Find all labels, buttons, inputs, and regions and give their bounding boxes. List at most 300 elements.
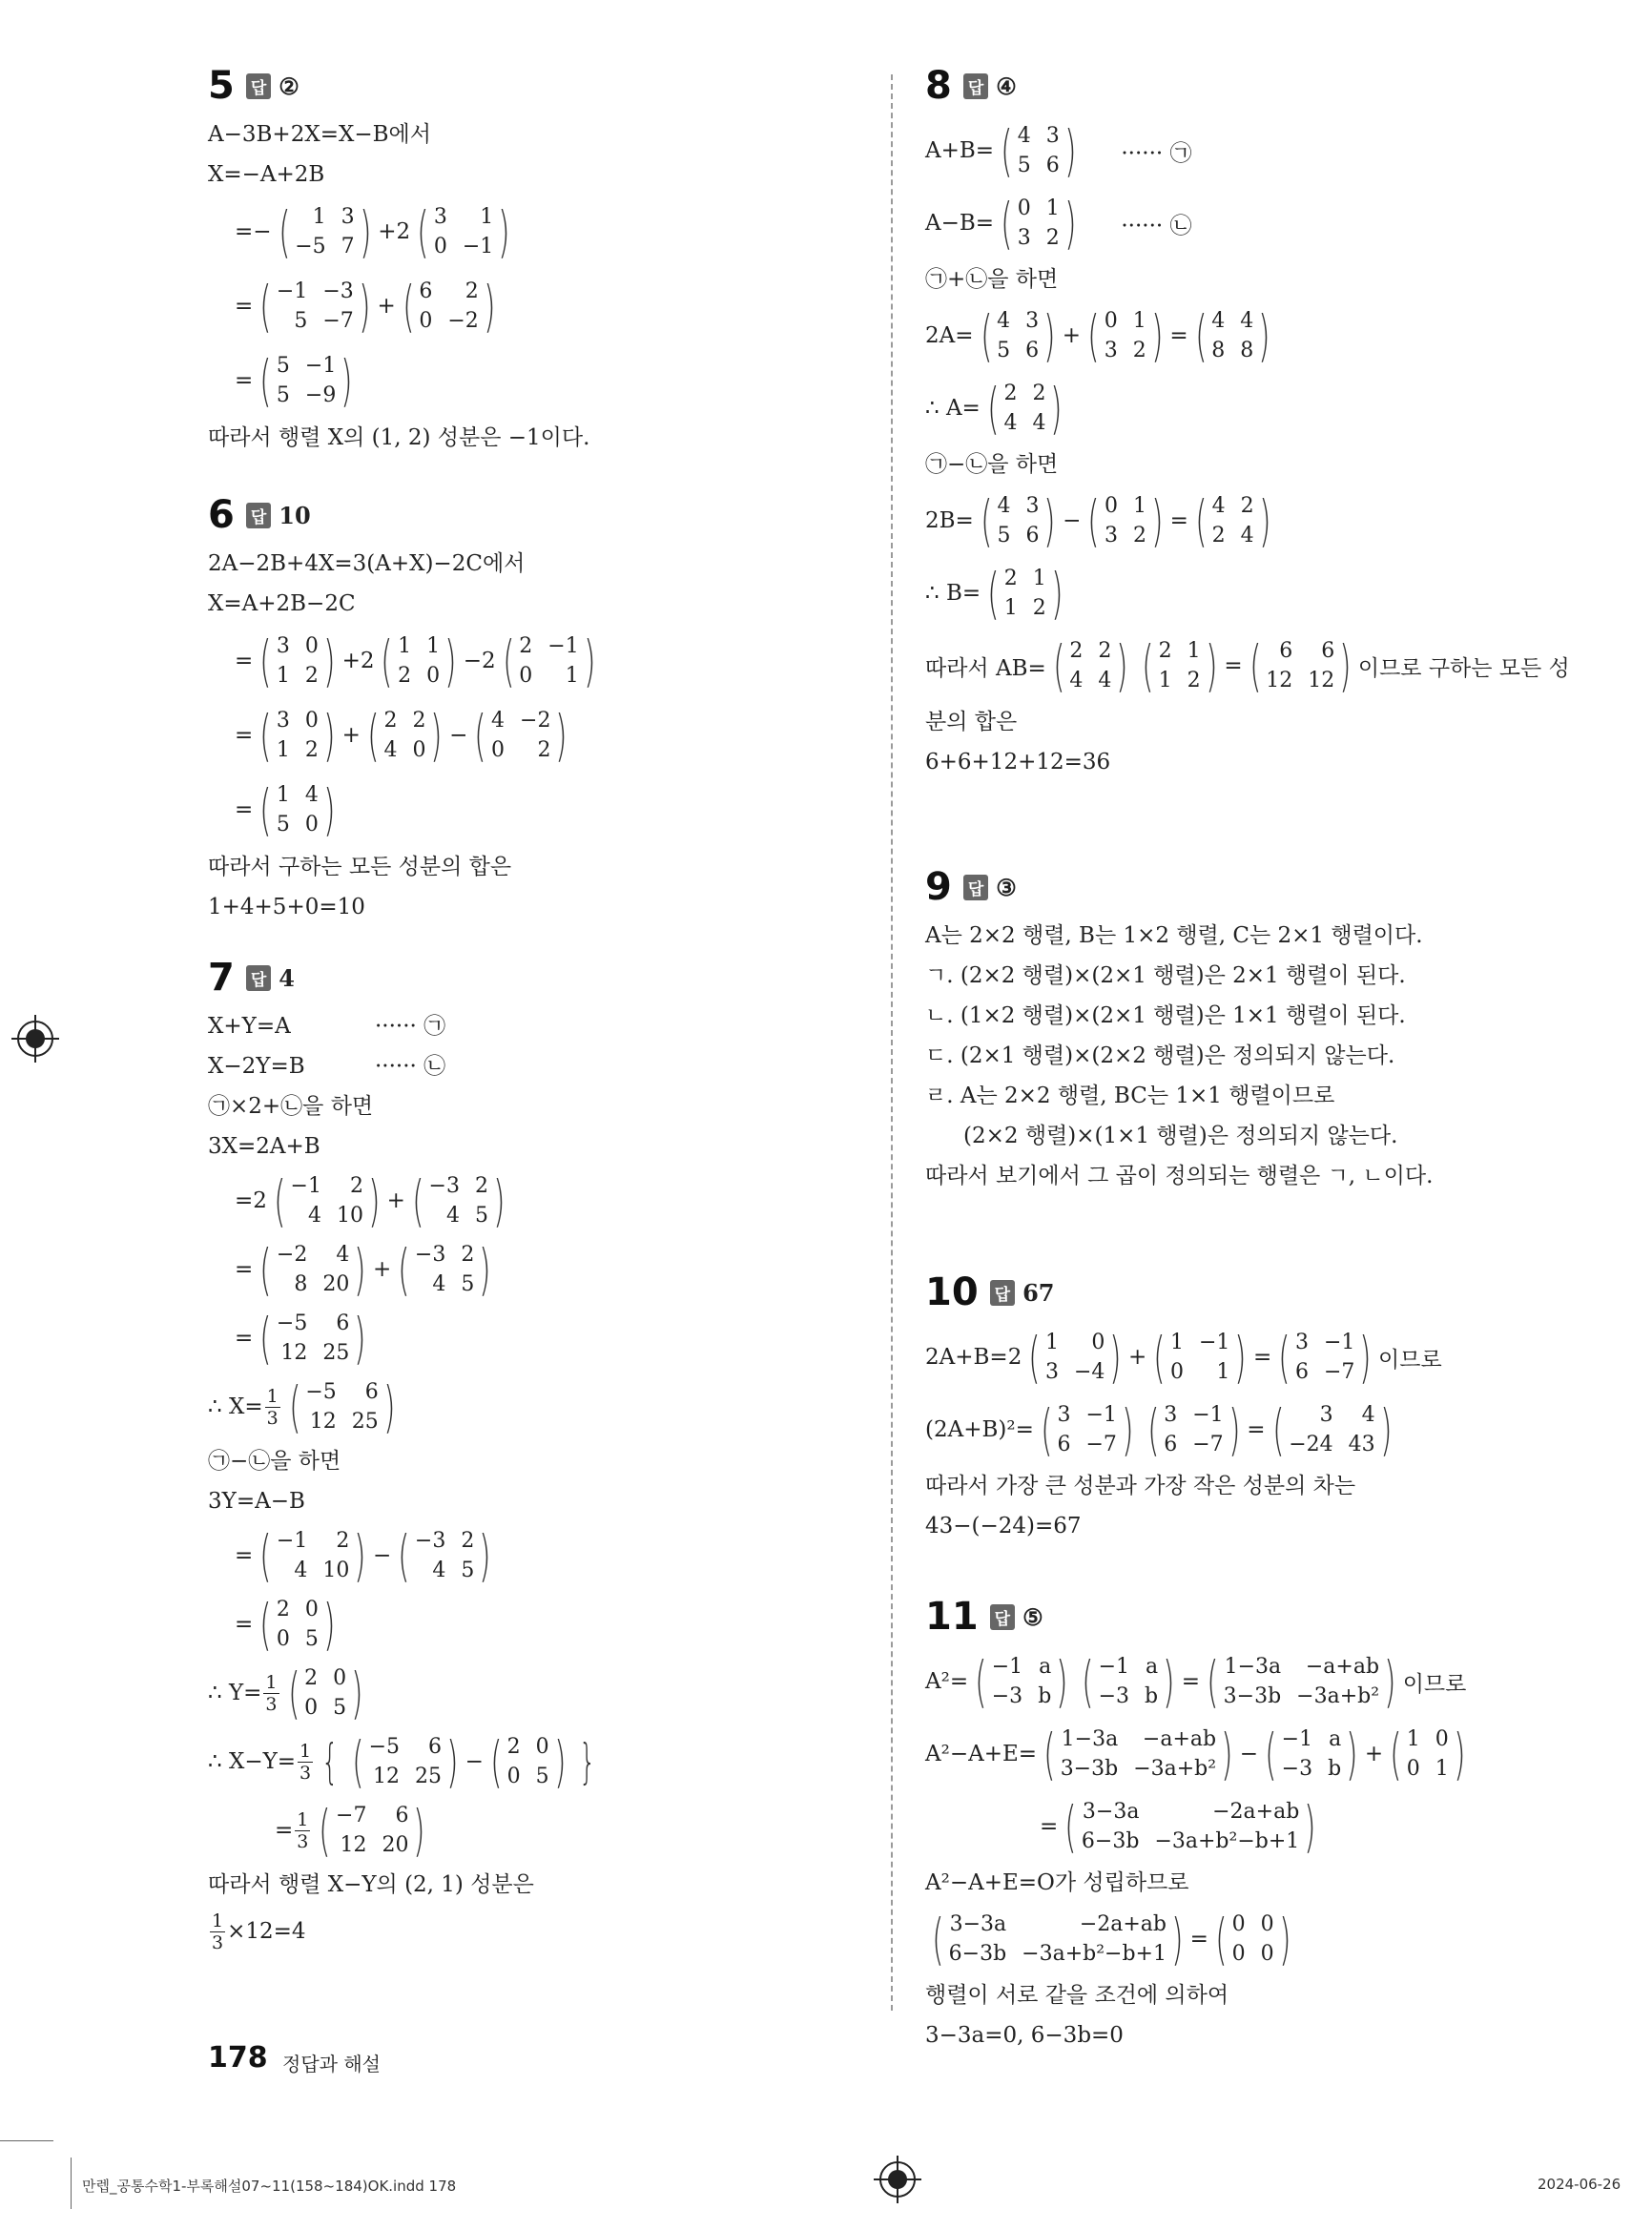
operator: + [377, 294, 396, 319]
matrix-entry: 43 [1348, 1433, 1375, 1456]
left-paren: ( [381, 629, 394, 693]
matrix-entry: −4 [1073, 1360, 1105, 1384]
matrix-cells [1069, 639, 1111, 692]
matrix-entry: 1−3a [1224, 1655, 1282, 1679]
matrix-entry: 1 [1169, 1331, 1184, 1354]
matrix-line [925, 1718, 1472, 1790]
operator: A²−A+E= [925, 1742, 1038, 1766]
text: 이므로 [1402, 1671, 1467, 1697]
problem-8 [925, 57, 1570, 782]
matrix-cells [949, 1912, 1167, 1966]
matrix-entry: −1 [462, 235, 494, 258]
right-paren: ) [555, 703, 568, 768]
equation: X+Y=A [208, 1014, 291, 1039]
operator: ∴ X= [208, 1394, 263, 1419]
matrix-entry: −24 [1289, 1433, 1333, 1456]
matrix [1190, 303, 1275, 368]
operator: + [1062, 323, 1082, 348]
problem-number: 5 [208, 64, 235, 108]
matrix-entry: −2 [276, 1243, 308, 1267]
problem-number: 11 [925, 1595, 979, 1639]
text-line: 3−3a=0, 6−3b=0 [925, 2023, 1124, 2048]
matrix-entry: 0 [426, 664, 441, 688]
numerator: 1 [266, 1385, 279, 1407]
matrix [1268, 1397, 1397, 1462]
operator: 2A+B=2 [925, 1345, 1022, 1370]
left-paren: ( [259, 629, 272, 693]
right-paren: ) [1122, 1397, 1134, 1462]
matrix-entry: 3 [1105, 524, 1119, 547]
matrix [269, 1168, 385, 1233]
matrix-line [208, 1659, 603, 1727]
matrix [996, 118, 1081, 183]
matrix-entry: 12 [309, 1410, 337, 1434]
right-paren: ) [1150, 303, 1164, 368]
matrix-entry: 12 [1266, 669, 1293, 692]
matrix-line [208, 195, 589, 269]
matrix-entry: −2a+ab [1212, 1800, 1300, 1824]
operator: 따라서 AB= [925, 655, 1046, 681]
matrix-entry: 0 [304, 709, 319, 733]
matrix-line [208, 1796, 603, 1865]
matrix-cells [1004, 567, 1046, 620]
text-line: 행렬이 서로 같을 조건에 의하여 [925, 1983, 1229, 2008]
matrix [362, 703, 447, 768]
matrix-entry: −3 [1281, 1757, 1313, 1781]
right-paren: ) [498, 199, 510, 264]
matrix-entry: 6 [1057, 1433, 1071, 1456]
matrix-entry: b [1038, 1684, 1052, 1708]
matrix-entry: 25 [351, 1410, 379, 1434]
left-paren: ( [259, 703, 272, 768]
matrix-entry: 4 [1032, 411, 1046, 435]
left-paren: ( [402, 274, 415, 339]
operator: = [1247, 1417, 1266, 1442]
matrix-entry: 3−3b [1060, 1757, 1119, 1781]
conclusion: 따라서 행렬 X−Y의 (2, 1) 성분은 [208, 1872, 534, 1897]
matrix [1148, 1325, 1251, 1390]
matrix-entry: 1 [1406, 1727, 1420, 1751]
matrix-entry: −1 [276, 1529, 308, 1553]
matrix-entry: −a+ab [1305, 1655, 1380, 1679]
matrix-entry: 1 [276, 738, 290, 762]
problem-7 [208, 949, 603, 1958]
matrix-cells [419, 279, 478, 333]
left-paren: ( [987, 561, 1000, 626]
matrix-entry: 1 [1216, 1360, 1230, 1384]
left-paren: ( [1146, 1397, 1160, 1462]
matrix [255, 1592, 340, 1657]
matrix-entry: −5 [368, 1735, 401, 1759]
operator: = [1181, 1669, 1201, 1694]
left-paren: ( [932, 1907, 944, 1972]
matrix-entry: 0 [419, 309, 433, 333]
registration-mark-icon [17, 1021, 53, 1057]
matrix-entry: 6 [336, 1311, 350, 1335]
matrix [314, 1798, 430, 1863]
matrix-entry: 8 [1211, 339, 1226, 362]
matrix-cells [277, 354, 336, 407]
matrix-entry: 4 [1003, 411, 1018, 435]
matrix-cells [1407, 1727, 1449, 1781]
matrix-entry: −5 [305, 1380, 337, 1404]
matrix-entry: −1 [1281, 1727, 1313, 1751]
matrix-entry: a [1329, 1727, 1342, 1751]
column-divider [891, 74, 893, 2011]
matrix-entry: 2 [461, 1243, 475, 1267]
operator: − [373, 1543, 392, 1568]
matrix-entry: 4 [491, 709, 506, 733]
operator: = [235, 723, 254, 748]
matrix-entry: 1 [276, 783, 290, 807]
right-paren: ) [1258, 303, 1270, 368]
matrix-entry: 2 [1098, 639, 1112, 663]
matrix-entry: b [1145, 1684, 1159, 1708]
matrix-entry: 12 [373, 1765, 401, 1788]
answer-value: ④ [996, 72, 1017, 100]
matrix-entry: −1 [1198, 1331, 1230, 1354]
right-paren: ) [446, 1729, 459, 1794]
matrix-entry: 1 [1132, 309, 1146, 333]
matrix-entry: 3 [276, 709, 290, 733]
matrix [1202, 1649, 1401, 1714]
right-paren: ) [1453, 1722, 1466, 1786]
matrix-entry: −1 [304, 354, 337, 378]
right-paren: ) [323, 777, 336, 842]
right-paren: ) [483, 274, 496, 339]
operator: − [465, 1749, 484, 1774]
matrix-entry: 6 [1025, 524, 1040, 547]
matrix [412, 199, 515, 264]
right-paren: ) [1163, 1649, 1175, 1714]
matrix-entry: 1 [276, 664, 290, 688]
matrix-entry: 2 [304, 1666, 319, 1690]
matrix-entry: 6 [1045, 154, 1060, 177]
matrix-entry: 3 [1057, 1403, 1071, 1427]
right-paren: ) [1109, 1325, 1122, 1390]
right-paren: ) [583, 629, 596, 693]
problem-number: 10 [925, 1270, 979, 1314]
left-paren: ( [1064, 1794, 1077, 1859]
sum-line: 1+4+5+0=10 [208, 895, 365, 919]
right-paren: ) [1043, 303, 1056, 368]
text-line: ㉠−㉡을 하면 [925, 452, 1059, 477]
matrix-entry: 0 [1105, 494, 1119, 518]
print-date: 2024-06-26 [1538, 2176, 1621, 2193]
matrix-entry: 0 [1260, 1942, 1274, 1966]
operator: ∴ B= [925, 581, 981, 606]
answer-badge: 답 [990, 1280, 1015, 1306]
matrix-entry: 5 [474, 1204, 488, 1228]
matrix [376, 629, 461, 693]
matrix-cells [1289, 1403, 1374, 1456]
right-paren: ) [1050, 561, 1063, 626]
matrix-entry: −3a+b²−b+1 [1022, 1942, 1167, 1966]
matrix-entry: 4 [432, 1559, 446, 1582]
left-paren: ( [1052, 633, 1065, 698]
matrix-cells [1099, 1655, 1159, 1708]
right-paren: ) [1304, 1794, 1316, 1859]
right-paren: ) [1384, 1649, 1396, 1714]
right-paren: ) [479, 1523, 491, 1588]
problem-number: 8 [925, 64, 952, 108]
right-paren: ) [553, 1729, 567, 1794]
operator: = [235, 797, 254, 822]
left-paren: ( [352, 1729, 364, 1794]
conclusion: 따라서 보기에서 그 곱이 정의되는 행렬은 ㄱ, ㄴ이다. [925, 1164, 1434, 1188]
matrix [1048, 633, 1133, 698]
operator: A²= [925, 1669, 969, 1694]
left-paren: ( [366, 703, 380, 768]
left-paren: ( [1082, 1649, 1094, 1714]
answer-badge: 답 [246, 965, 271, 991]
right-paren: ) [351, 1661, 363, 1725]
numerator: 1 [299, 1740, 312, 1762]
matrix-entry: 0 [433, 235, 447, 258]
operator: +2 [341, 649, 375, 673]
operator: = [235, 1257, 254, 1282]
right-paren: ) [1278, 1907, 1291, 1972]
left-paren: ( [1001, 118, 1013, 183]
final-line [208, 1905, 603, 1958]
matrix-entry: b [1328, 1757, 1342, 1781]
matrix-entry: 2 [1211, 524, 1226, 547]
matrix-entry: 2 [461, 1529, 475, 1553]
operator: = [1224, 653, 1243, 678]
matrix-entry: −1 [1192, 1403, 1224, 1427]
matrix-entry: 20 [382, 1833, 409, 1857]
matrix [469, 703, 572, 768]
operator: − [1063, 508, 1082, 533]
equation-tag: ······ ㉠ [375, 1014, 446, 1039]
matrix-entry: −7 [322, 309, 354, 333]
right-paren: ) [1151, 488, 1164, 553]
operator: + [386, 1188, 405, 1213]
matrix-entry: 12 [1308, 669, 1335, 692]
left-paren: ( [1194, 303, 1208, 368]
equation-tag: ······ ㉡ [375, 1054, 446, 1079]
matrix-entry: 4 [1017, 124, 1031, 148]
matrix-line [925, 114, 1570, 187]
matrix-entry: 3 [1025, 309, 1040, 333]
answer-badge: 답 [246, 503, 271, 528]
matrix-entry: 0 [304, 813, 319, 836]
matrix-entry: 5 [333, 1696, 347, 1720]
operator: ∴ Y= [208, 1681, 262, 1705]
matrix-entry: 4 [383, 738, 398, 762]
matrix-entry: −a+ab [1142, 1727, 1217, 1751]
matrix-entry: 2 [276, 1598, 290, 1621]
answer-badge: 답 [963, 875, 988, 900]
matrix-entry: 4 [1361, 1403, 1375, 1427]
numerator: 1 [297, 1808, 309, 1830]
matrix [1083, 488, 1167, 553]
matrix-entry: 1 [1003, 596, 1018, 620]
matrix-entry: 6 [1294, 1360, 1309, 1384]
matrix-line [925, 1645, 1472, 1718]
difference-line: 43−(−24)=67 [925, 1514, 1082, 1538]
option-line: (2×2 행렬)×(1×1 행렬)은 정의되지 않는다. [963, 1124, 1398, 1148]
matrix-entry: 3−3b [1223, 1684, 1282, 1708]
matrix-entry: 10 [336, 1204, 363, 1228]
matrix-entry: 1 [1435, 1757, 1449, 1781]
matrix-entry: 0 [1406, 1757, 1420, 1781]
right-paren: ) [1043, 488, 1056, 553]
matrix [255, 274, 375, 339]
conclusion: 분의 합은 [925, 710, 1018, 734]
matrix-cells [1170, 1331, 1229, 1384]
right-paren: ) [444, 629, 457, 693]
matrix-entry: 4 [336, 1243, 350, 1267]
problem-number: 9 [925, 865, 952, 909]
right-paren: ) [1258, 488, 1271, 553]
left-paren: ( [1001, 191, 1013, 256]
matrix-entry: 0 [1231, 1942, 1246, 1966]
file-name: 만렙_공통수학1-부록해설07~11(158~184)OK.indd 178 [82, 2178, 457, 2195]
matrix-cells [277, 1243, 349, 1296]
matrix-line [925, 1394, 1442, 1466]
right-paren: ) [1379, 1397, 1393, 1462]
numerator: 1 [265, 1671, 278, 1693]
right-paren: ) [1339, 633, 1352, 698]
left-paren: ( [319, 1798, 331, 1863]
answer-value: 4 [279, 963, 295, 992]
matrix-entry: a [1039, 1655, 1052, 1679]
matrix-line [208, 1727, 603, 1796]
matrix [976, 303, 1061, 368]
matrix-entry: 6 [364, 1380, 379, 1404]
operator: = [1253, 1345, 1272, 1370]
matrix-entry: 5 [276, 383, 290, 407]
right-paren: ) [1050, 376, 1063, 441]
operator: = [1189, 1927, 1208, 1951]
text: 이므로 구하는 모든 성 [1357, 655, 1570, 681]
conclusion: 따라서 행렬 X의 (1, 2) 성분은 −1이다. [208, 425, 590, 450]
problem-5 [208, 57, 589, 458]
matrix-entry: 4 [304, 783, 319, 807]
matrix-cells [369, 1735, 442, 1788]
right-paren: ) [1205, 633, 1218, 698]
matrix-entry: −2 [447, 309, 479, 333]
matrix [255, 1306, 371, 1371]
matrix-cells [291, 1174, 363, 1228]
right-paren: ) [323, 1592, 336, 1657]
page-number: 178 [208, 2041, 268, 2075]
matrix [398, 274, 501, 339]
matrix-entry: −1 [547, 634, 579, 658]
matrix-cells [415, 1243, 474, 1296]
left-brace: { [321, 1734, 339, 1789]
matrix-entry: 2 [1240, 494, 1254, 518]
fraction [263, 1672, 279, 1715]
matrix-entry: −3 [414, 1243, 446, 1267]
answer-badge: 답 [246, 73, 271, 99]
matrix-entry: 0 [1435, 1727, 1449, 1751]
matrix-line [925, 1790, 1472, 1863]
matrix-cells [1232, 1912, 1274, 1966]
right-paren: ) [354, 1523, 366, 1588]
denominator: 3 [265, 1693, 278, 1715]
operator: = [235, 294, 254, 319]
right-paren: ) [1063, 118, 1077, 183]
matrix [982, 376, 1067, 441]
matrix [976, 488, 1061, 553]
matrix-cells [491, 709, 550, 762]
text-line: 3Y=A−B [208, 1489, 305, 1514]
matrix-line [208, 1590, 603, 1659]
matrix-cells [277, 1598, 319, 1651]
left-paren: ( [1087, 303, 1100, 368]
matrix-entry: 4 [997, 309, 1011, 333]
matrix-cells [429, 1174, 488, 1228]
matrix-entry: 10 [322, 1559, 350, 1582]
matrix-entry: 20 [322, 1272, 350, 1296]
matrix [284, 1374, 401, 1439]
left-paren: ( [1028, 1325, 1041, 1390]
left-paren: ( [259, 1523, 272, 1588]
matrix-entry: 5 [1017, 154, 1031, 177]
matrix-cells [1295, 1331, 1354, 1384]
left-paren: ( [259, 1306, 272, 1371]
matrix-entry: 3 [341, 205, 355, 229]
matrix [255, 703, 340, 768]
matrix-entry: 4 [997, 494, 1011, 518]
matrix-entry: 2 [1158, 639, 1172, 663]
text-line: X=A+2B−2C [208, 591, 356, 616]
matrix-entry: 3 [1164, 1403, 1178, 1427]
fraction [295, 1809, 310, 1852]
right-paren: ) [341, 348, 353, 413]
matrix-cells [304, 1666, 346, 1720]
matrix-cells [1058, 1403, 1117, 1456]
answer-value: 67 [1022, 1278, 1055, 1307]
right-paren: ) [1063, 191, 1077, 256]
matrix-entry: 4 [1211, 309, 1226, 333]
matrix-entry: 1 [1133, 494, 1147, 518]
fraction [298, 1741, 313, 1784]
matrix [982, 561, 1067, 626]
operator: A−B= [925, 211, 995, 236]
matrix-cells [1212, 494, 1254, 547]
matrix-entry: 5 [535, 1765, 549, 1788]
text-line: 2A−2B+4X=3(A+X)−2C에서 [208, 551, 526, 576]
matrix-entry: 4 [445, 1204, 460, 1228]
matrix-entry: 3 [1045, 124, 1060, 148]
matrix-entry: −5 [295, 235, 326, 258]
matrix-line [925, 372, 1570, 444]
operator: 2B= [925, 508, 974, 533]
left-paren: ( [274, 1168, 286, 1233]
matrix-entry: 2 [349, 1174, 363, 1198]
matrix [498, 629, 601, 693]
sum-line: 6+6+12+12=36 [925, 750, 1111, 774]
matrix-entry: 1 [1045, 196, 1060, 220]
right-paren: ) [358, 274, 371, 339]
matrix-entry: 3 [1044, 1360, 1059, 1384]
matrix [970, 1649, 1073, 1714]
text-line: X=−A+2B [208, 162, 325, 187]
operator: A+B= [925, 138, 995, 163]
matrix-cells [277, 1529, 349, 1582]
matrix-entry: 2 [383, 709, 398, 733]
left-paren: ( [1087, 488, 1100, 553]
matrix-entry: 2 [506, 1735, 521, 1759]
matrix-cells [398, 634, 440, 688]
matrix-cells [1018, 196, 1060, 250]
matrix-entry: 2 [304, 664, 319, 688]
matrix [1260, 1722, 1363, 1786]
matrix-entry: 5 [304, 1627, 319, 1651]
